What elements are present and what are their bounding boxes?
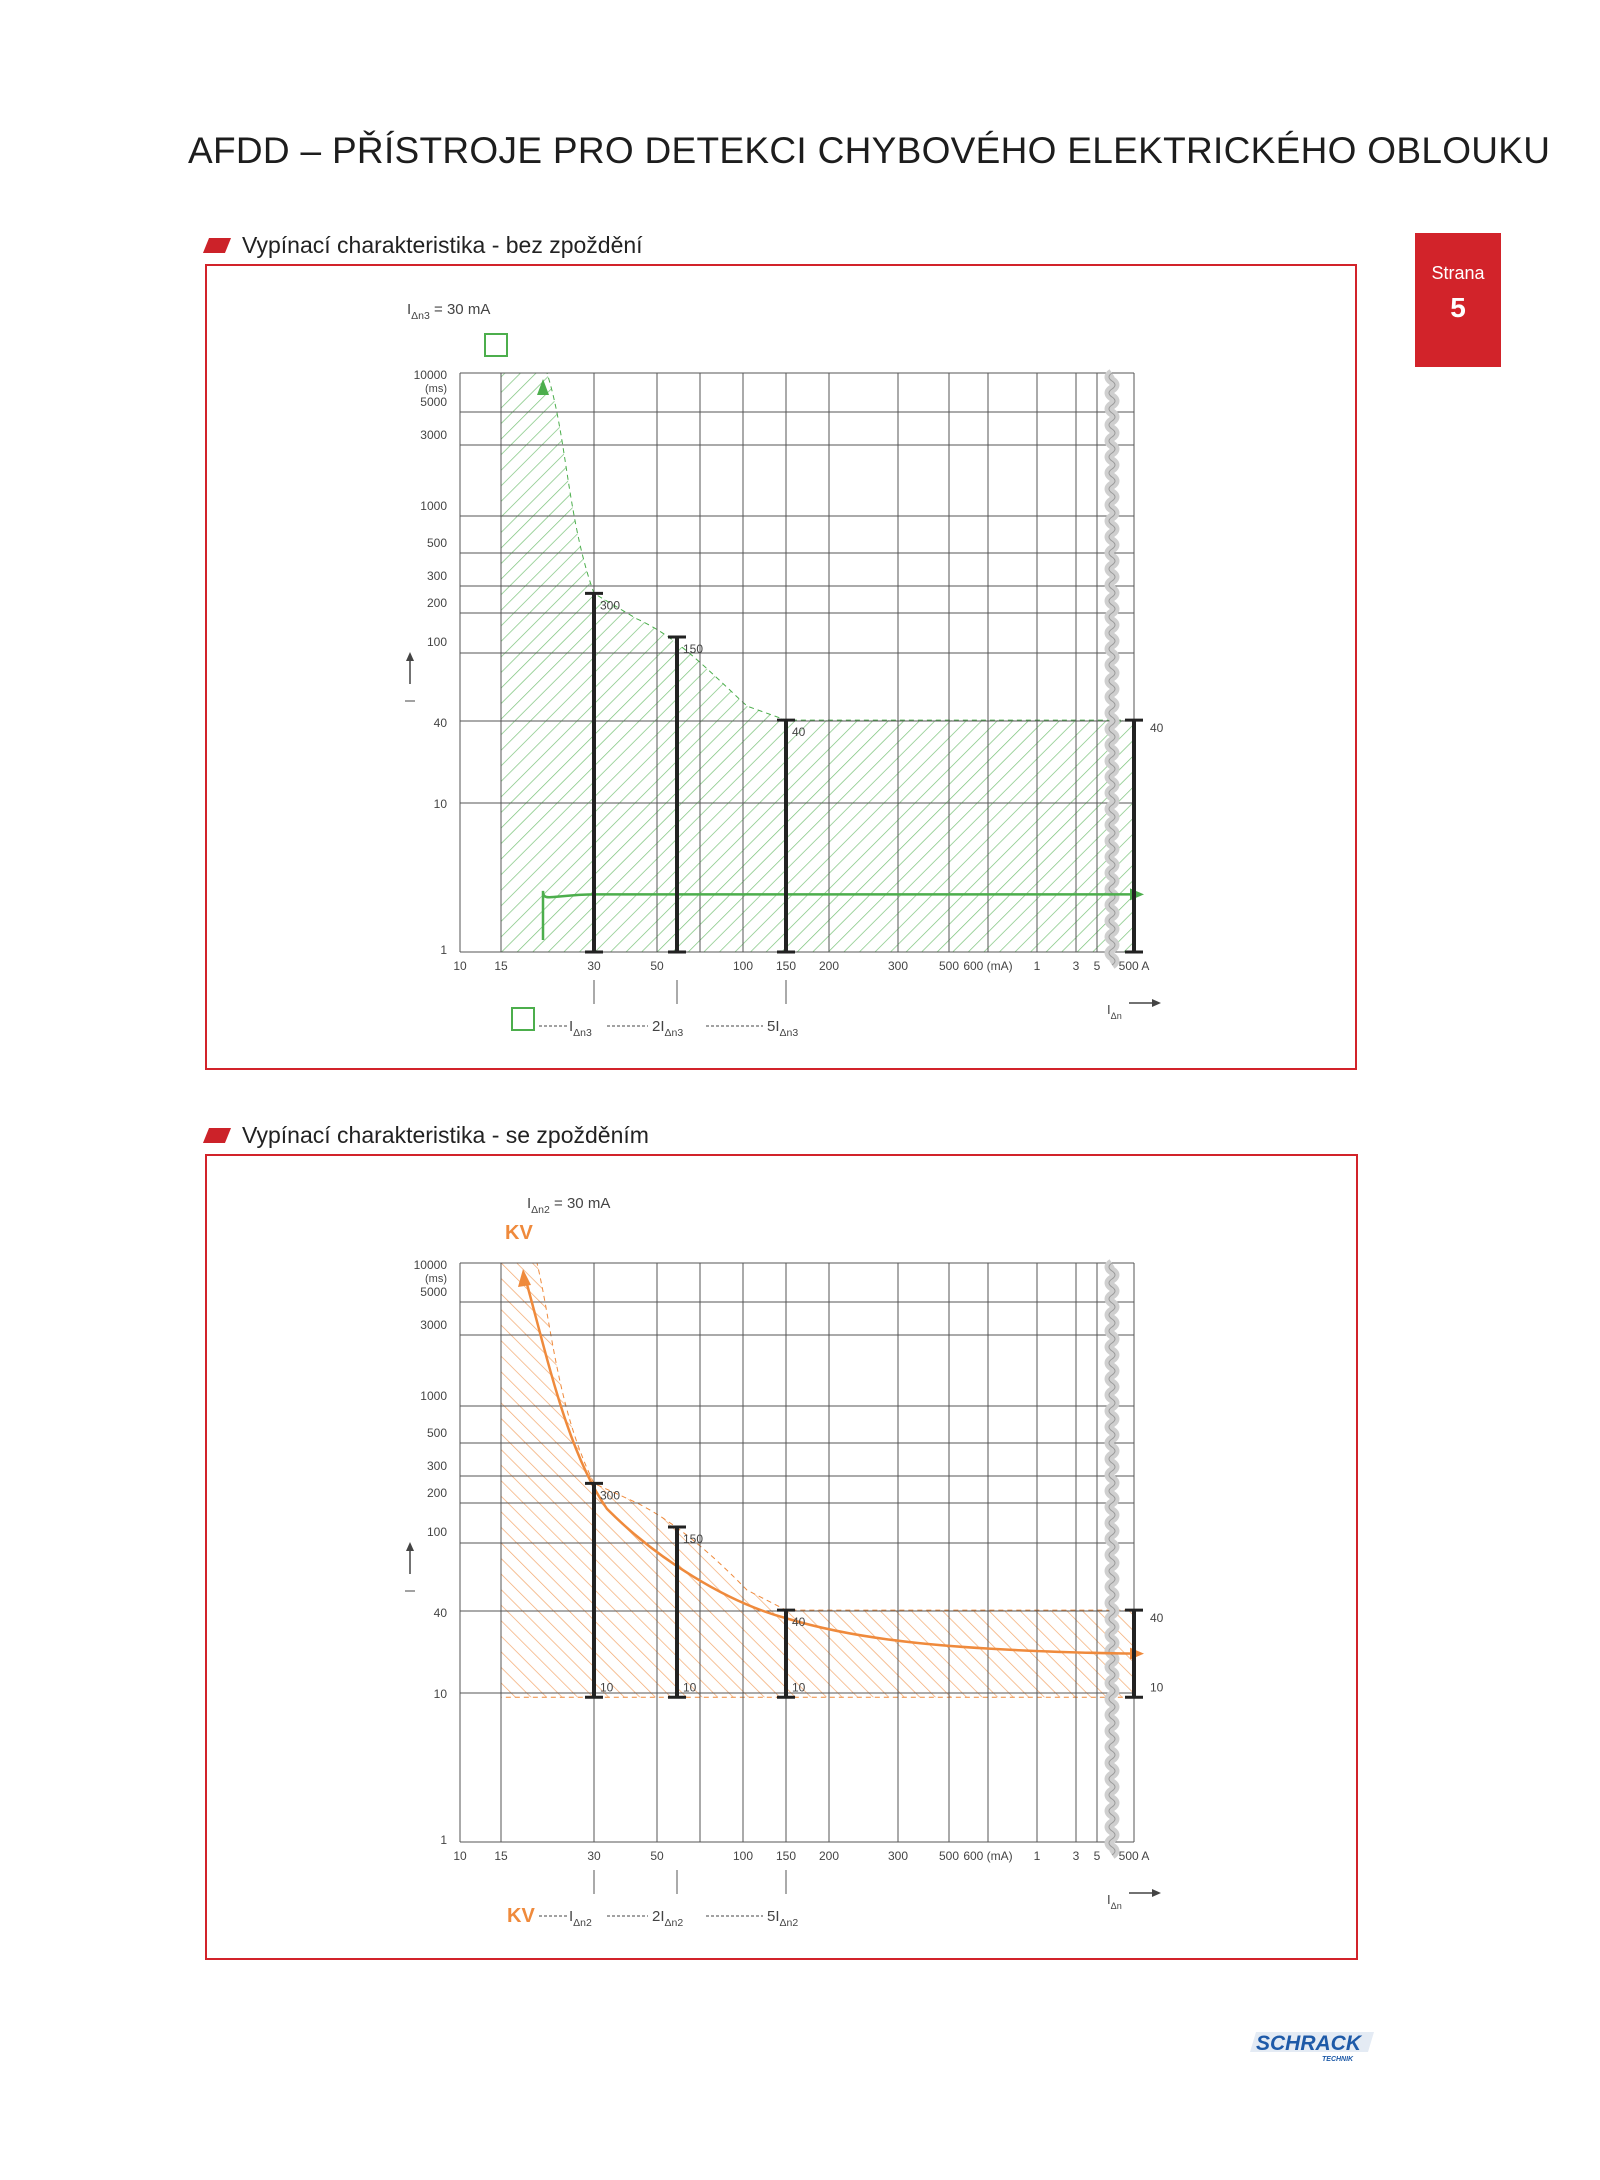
legend-item-label: $2I_{\Delta n2}$ [652, 1908, 684, 1929]
section-heading-no-delay [206, 232, 643, 259]
x-tick-label: 5 [1093, 1849, 1101, 1863]
y-tick-label: 300 [426, 1459, 447, 1473]
x-tick-label: 150 [775, 1849, 797, 1863]
y-tick-label: 500 [426, 536, 447, 550]
y-tick-label: 500 [426, 1426, 447, 1440]
x-axis-label: $I_{\Delta n}$ [1107, 1002, 1122, 1021]
limit-bar-label-top: 40 [1150, 1611, 1164, 1626]
y-tick-label: 10 [433, 797, 447, 811]
y-tick-label: 1000 [420, 1389, 447, 1403]
chart-with-delay [207, 1156, 1356, 1958]
x-tick-label: 3 [1072, 959, 1080, 973]
y-tick-label: 40 [433, 716, 447, 730]
legend-square-icon [512, 1008, 534, 1030]
x-tick-label: 10 [453, 959, 467, 973]
x-tick-label: 30 [587, 959, 601, 973]
x-tick-label: 600 (mA) [963, 959, 1013, 973]
logo-text: SCHRACK [1256, 2032, 1361, 2055]
x-tick-label: 10 [453, 1849, 467, 1863]
chart-rated-current-label: $I_{\Delta n3} = 30$ mA [407, 301, 491, 322]
y-tick-label: 1 [440, 1833, 447, 1847]
legend-item-label: $5I_{\Delta n2}$ [767, 1908, 799, 1929]
chart-frame-with-delay [205, 1154, 1358, 1960]
y-tick-label: 300 [426, 569, 447, 583]
x-tick-label: 50 [650, 1849, 664, 1863]
y-tick-label: 1 [440, 943, 447, 957]
curve-kv-label: KV [505, 1222, 533, 1244]
y-axis-arrowhead-icon [406, 1542, 414, 1551]
curve-square-marker-icon [485, 334, 507, 356]
y-tick-label: 100 [426, 1525, 447, 1539]
x-tick-label: 5 [1093, 959, 1101, 973]
legend-item-label: $2I_{\Delta n3}$ [652, 1018, 684, 1039]
y-tick-label: (ms) [425, 383, 447, 395]
y-tick-label: 1000 [420, 499, 447, 513]
x-tick-label: 500 [938, 1849, 960, 1863]
y-tick-label: (ms) [425, 1273, 447, 1285]
y-tick-label: 200 [426, 596, 447, 610]
limit-bar-label-top: 150 [683, 642, 704, 657]
x-tick-label: 500 A [1118, 1849, 1150, 1863]
x-tick-label: 500 [938, 959, 960, 973]
y-tick-label: 40 [433, 1606, 447, 1620]
page-tab-label: Strana [1431, 263, 1485, 283]
limit-bar-label-top: 300 [600, 1488, 621, 1503]
x-tick-label: 200 [818, 959, 840, 973]
page-title: AFDD – PŘÍSTROJE PRO DETEKCI CHYBOVÉHO ELEKTRICKÉHO OBLOUKU [188, 130, 1551, 171]
limit-bar-label-bottom: 10 [1150, 1680, 1164, 1695]
logo-subtext: TECHNIK [1322, 2056, 1354, 2063]
chart-no-delay [207, 266, 1355, 1068]
y-tick-label: 5000 [420, 1285, 447, 1299]
x-tick-label: 50 [650, 959, 664, 973]
x-tick-label: 1 [1033, 959, 1041, 973]
y-tick-label: 10000 [413, 1258, 447, 1272]
x-tick-label: 100 [732, 959, 754, 973]
x-axis-arrowhead-icon [1152, 999, 1161, 1007]
x-tick-label: 200 [818, 1849, 840, 1863]
x-axis-label: $I_{\Delta n}$ [1107, 1892, 1122, 1911]
y-tick-label: 100 [426, 635, 447, 649]
y-tick-label: 3000 [420, 1318, 447, 1332]
schrack-logo [1250, 2028, 1374, 2064]
legend-item-label: $I_{\Delta n2}$ [569, 1908, 592, 1929]
x-tick-label: 30 [587, 1849, 601, 1863]
x-tick-label: 15 [494, 959, 508, 973]
y-tick-label: 200 [426, 1486, 447, 1500]
y-tick-label: 3000 [420, 428, 447, 442]
x-axis-arrowhead-icon [1152, 1889, 1161, 1897]
legend-kv-label: KV [507, 1905, 535, 1927]
limit-bar-label-bottom: 10 [683, 1680, 697, 1695]
heading-bullet-icon [203, 238, 231, 253]
limit-bar-label-top: 40 [792, 725, 806, 740]
legend-item-label: $I_{\Delta n3}$ [569, 1018, 592, 1039]
x-tick-label: 500 A [1118, 959, 1150, 973]
y-axis-arrowhead-icon [406, 652, 414, 661]
limit-bar-label-top: 300 [600, 598, 621, 613]
x-tick-label: 300 [887, 1849, 909, 1863]
y-tick-label: 5000 [420, 395, 447, 409]
legend-item-label: $5I_{\Delta n3}$ [767, 1018, 799, 1039]
page-number: 5 [1450, 292, 1466, 323]
x-tick-label: 3 [1072, 1849, 1080, 1863]
y-tick-label: 10000 [413, 368, 447, 382]
chart-frame-no-delay [205, 264, 1357, 1070]
x-tick-label: 300 [887, 959, 909, 973]
limit-bar-label-top: 150 [683, 1532, 704, 1547]
section-heading-text: Vypínací charakteristika - se zpožděním [242, 1122, 649, 1148]
page-tab [1415, 233, 1501, 367]
x-tick-label: 15 [494, 1849, 508, 1863]
section-heading-with-delay [206, 1122, 649, 1149]
heading-bullet-icon [203, 1128, 231, 1143]
limit-bar-label-bottom: 10 [600, 1680, 614, 1695]
x-tick-label: 600 (mA) [963, 1849, 1013, 1863]
x-tick-label: 1 [1033, 1849, 1041, 1863]
chart-rated-current-label: $I_{\Delta n2} = 30$ mA [527, 1195, 611, 1216]
limit-bar-label-bottom: 10 [792, 1680, 806, 1695]
section-heading-text: Vypínací charakteristika - bez zpoždění [242, 232, 643, 258]
limit-bar-label-top: 40 [1150, 721, 1164, 736]
x-tick-label: 100 [732, 1849, 754, 1863]
y-tick-label: 10 [433, 1687, 447, 1701]
limit-bar-label-top: 40 [792, 1615, 806, 1630]
x-tick-label: 150 [775, 959, 797, 973]
